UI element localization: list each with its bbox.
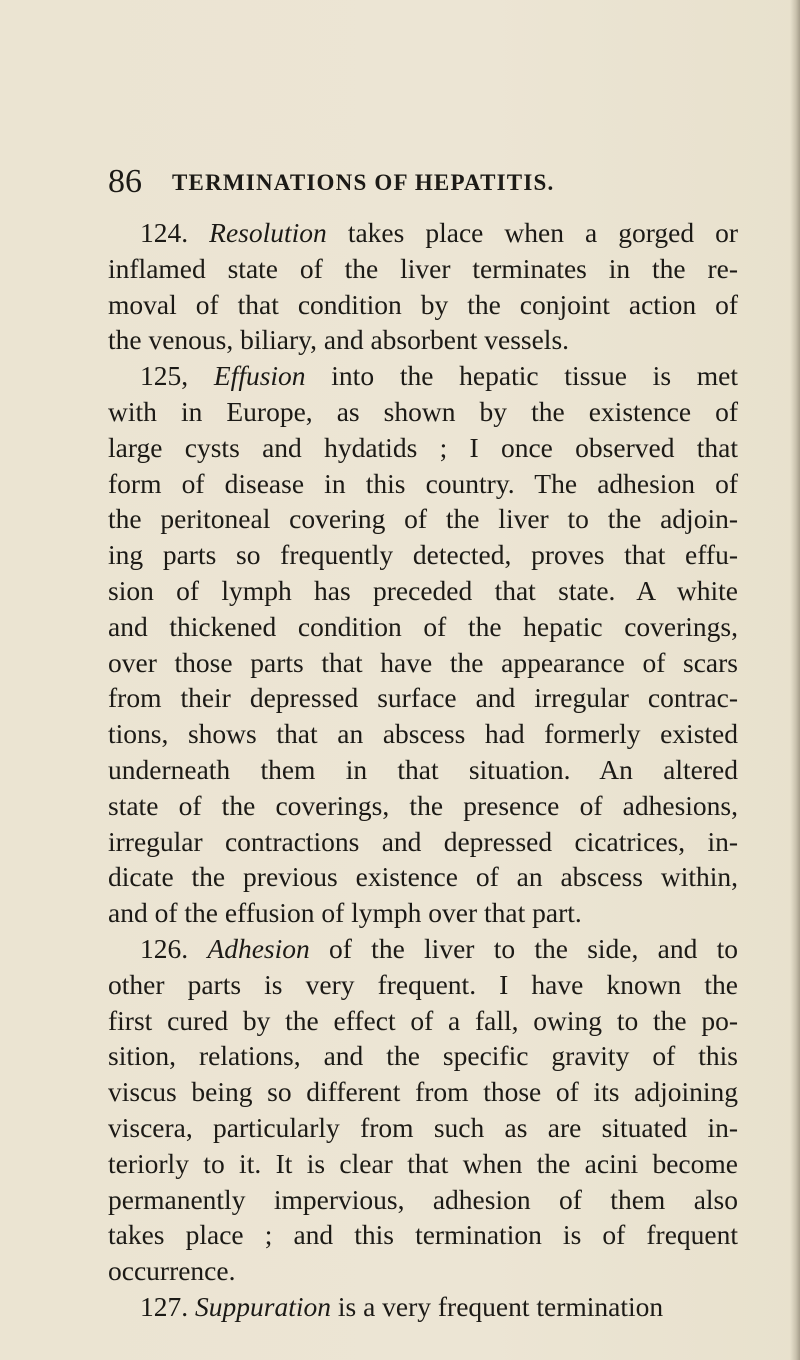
paragraph-line: irregular contractions and depressed cicatrices, in- [108,825,738,857]
paragraph-line: viscus being so different from those of its adjoining [108,1076,738,1108]
page-header [108,162,728,202]
paragraph-number: 126. [140,932,189,964]
paragraph-127-line-1 [108,1289,738,1325]
paragraph-line: state of the coverings, the presence of adhesions, [108,789,738,821]
paragraph-line: underneath them in that situation. An altered [108,753,738,785]
paragraph-line: occurrence. [108,1255,236,1287]
paragraph-124-line-1 [108,215,738,251]
paragraph-125-line-1 [108,358,738,394]
paragraph-line: is a very frequent termination [337,1290,664,1322]
paragraph-line: form of disease in this country. The adhesion of [108,467,738,499]
paragraph-line: dicate the previous existence of an abscess within, [108,861,738,893]
paragraph-line: and of the effusion of lymph over that part. [108,897,582,929]
paragraph-term: Resolution [209,217,327,248]
paragraph-number: 125, [140,360,189,392]
paragraph-line: other parts is very frequent. I have known the [108,968,738,1000]
paragraph-line: tions, shows that an abscess had formerly existed [108,718,738,750]
paragraph-line: large cysts and hydatids ; I once observed that [108,431,738,463]
paragraph-term: Suppuration [195,1290,331,1322]
paragraph-line: the peritoneal covering of the liver to the adjoin- [108,503,738,535]
paragraph-line: into the hepatic tissue is met [331,360,739,392]
paragraph-line: of the liver to the side, and to [329,932,739,964]
paragraph-line: takes place ; and this termination is of frequent [108,1219,738,1251]
paragraph-number: 124. [140,217,189,248]
paragraph-term: Effusion [213,360,306,392]
paragraph-line: first cured by the effect of a fall, owing to the po- [108,1004,738,1036]
paragraph-line: moval of that condition by the conjoint action of [108,288,738,320]
paragraph-line: with in Europe, as shown by the existence of [108,395,738,427]
paragraph-line: and thickened condition of the hepatic coverings, [108,610,738,642]
paragraph-line: viscera, particularly from such as are situated in- [108,1111,738,1143]
paragraph-line: inflamed state of the liver terminates in the re- [108,252,738,284]
paragraph-126-line-1 [108,931,738,967]
page-number: 86 [108,163,142,200]
body-text [108,215,738,1325]
paragraph-line: teriorly to it. It is clear that when the acini become [108,1147,738,1179]
paragraph-line: sition, relations, and the specific gravity of this [108,1040,738,1072]
paragraph-line: the venous, biliary, and absorbent vessels. [108,324,570,356]
paragraph-number: 127. [140,1290,189,1322]
paragraph-term: Adhesion [207,932,310,964]
paragraph-line: over those parts that have the appearance of scars [108,646,738,678]
page-edge-shadow [790,0,800,1360]
paragraph-line: takes place when a gorged or [347,217,739,248]
paragraph-line: from their depressed surface and irregular contrac- [108,682,738,714]
paragraph-line: sion of lymph has preceded that state. A white [108,574,738,606]
running-head: TERMINATIONS OF HEPATITIS. [172,170,555,195]
paragraph-line: ing parts so frequently detected, proves that effu- [108,539,738,571]
paragraph-line: permanently impervious, adhesion of them also [108,1183,738,1215]
